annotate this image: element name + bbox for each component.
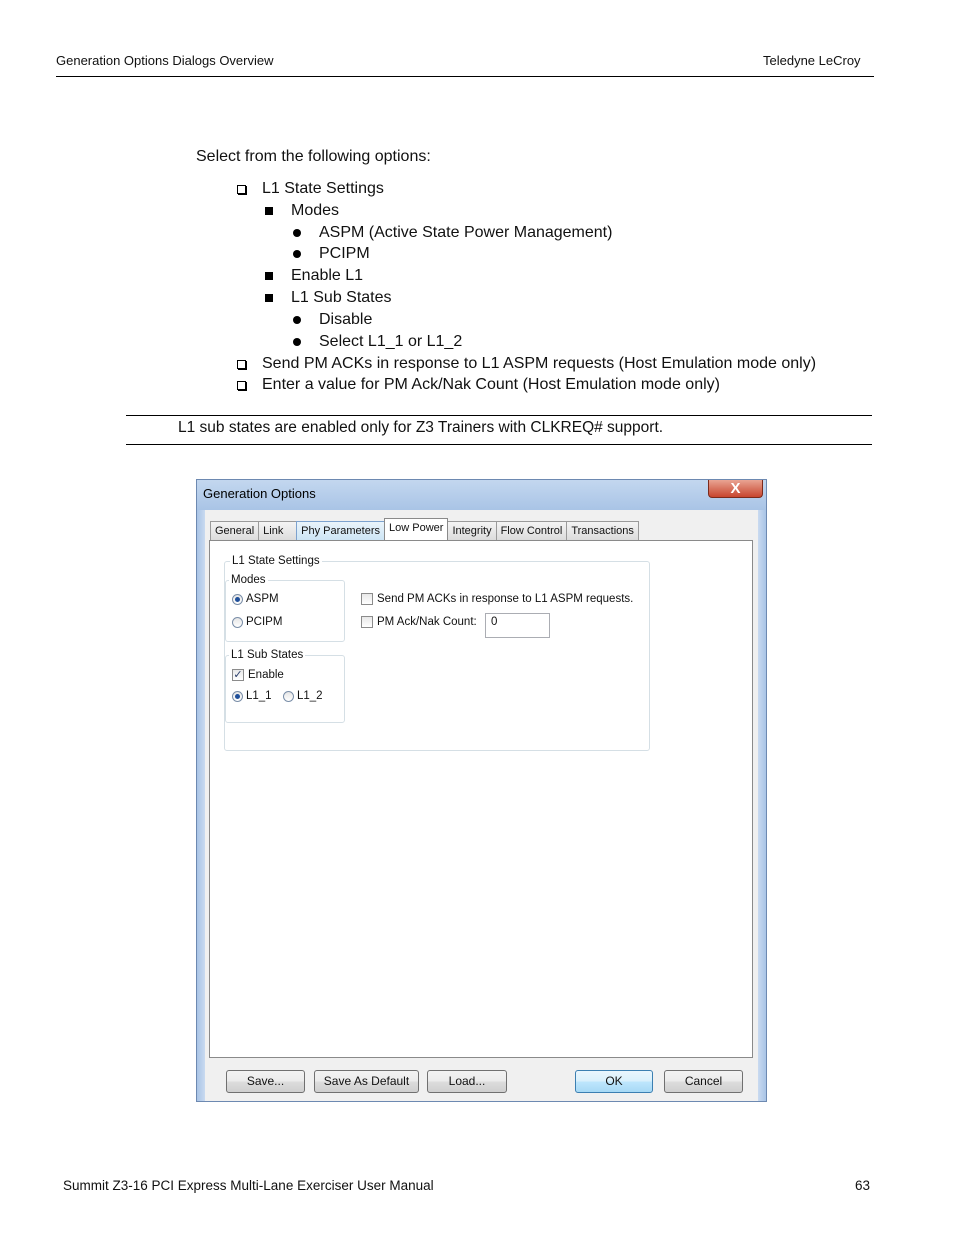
close-icon[interactable]: X	[708, 480, 763, 498]
intro-text: Select from the following options:	[196, 148, 431, 165]
tab-transactions[interactable]: Transactions	[566, 521, 639, 540]
l1-state-settings-label: L1 State Settings	[232, 555, 320, 567]
tab-phy-parameters[interactable]: Phy Parameters	[296, 521, 385, 540]
round-bullet-icon	[293, 316, 301, 324]
square-bullet-icon	[265, 294, 273, 302]
footer-manual-title: Summit Z3-16 PCI Express Multi-Lane Exerciser User Manual	[63, 1178, 434, 1193]
radio-empty-icon	[283, 691, 294, 702]
modes-label: Modes	[231, 574, 266, 586]
tab-integrity[interactable]: Integrity	[447, 521, 496, 540]
l1-2-radio[interactable]: L1_2	[283, 690, 323, 702]
option-enable-l1: Enable L1	[265, 267, 363, 285]
radio-selected-icon	[232, 594, 243, 605]
send-pm-acks-checkbox[interactable]: Send PM ACKs in response to L1 ASPM requests.	[361, 593, 633, 605]
running-header-company: Teledyne LeCroy	[763, 53, 861, 68]
note-text: L1 sub states are enabled only for Z3 Trainers with CLKREQ# support.	[178, 419, 664, 436]
pcipm-radio[interactable]: PCIPM	[232, 616, 282, 628]
tab-low-power[interactable]: Low Power	[384, 518, 448, 540]
load-button[interactable]: Load...	[427, 1070, 507, 1093]
option-l1-sub-states: L1 Sub States	[265, 289, 392, 307]
pm-ack-count-checkbox[interactable]: PM Ack/Nak Count:	[361, 616, 477, 628]
option-pm-ack-count: Enter a value for PM Ack/Nak Count (Host Emulation mode only)	[237, 376, 720, 394]
l1-sub-states-label: L1 Sub States	[231, 649, 304, 661]
option-l1-state-settings: L1 State Settings	[237, 180, 384, 198]
checkbox-empty-icon	[361, 593, 373, 605]
radio-empty-icon	[232, 617, 243, 628]
tab-strip	[210, 520, 638, 540]
modes-group	[225, 574, 345, 642]
option-disable: Disable	[293, 311, 372, 329]
option-aspm: ASPM (Active State Power Management)	[293, 224, 612, 242]
checkbox-empty-icon	[361, 616, 373, 628]
round-bullet-icon	[293, 338, 301, 346]
option-pcipm: PCIPM	[293, 245, 370, 263]
note-rule-top	[126, 415, 872, 416]
window-frame-right	[758, 510, 766, 1101]
dialog-title-bar[interactable]	[197, 480, 766, 510]
generation-options-dialog	[196, 479, 767, 1102]
round-bullet-icon	[293, 229, 301, 237]
cancel-button[interactable]: Cancel	[664, 1070, 743, 1093]
page-number: 63	[855, 1178, 871, 1193]
low-power-panel	[209, 540, 753, 1058]
option-send-pm-acks: Send PM ACKs in response to L1 ASPM requests (Host Emulation mode only)	[237, 355, 816, 373]
pm-ack-count-input[interactable]: 0	[485, 613, 550, 638]
square-bullet-icon	[265, 272, 273, 280]
radio-selected-icon	[232, 691, 243, 702]
option-modes: Modes	[265, 202, 339, 220]
round-bullet-icon	[293, 250, 301, 258]
running-header-title: Generation Options Dialogs Overview	[56, 53, 274, 68]
dialog-title: Generation Options	[203, 486, 316, 501]
square-bullet-icon	[265, 207, 273, 215]
tab-general[interactable]: General	[210, 521, 259, 540]
tab-link[interactable]: Link	[258, 521, 297, 540]
checkmark-icon: ✓	[233, 669, 243, 681]
checkbox-bullet-icon	[237, 360, 246, 369]
checkbox-bullet-icon	[237, 381, 246, 390]
l1-sub-states-group	[225, 649, 345, 723]
dialog-client-area	[205, 510, 758, 1101]
save-button[interactable]: Save...	[226, 1070, 305, 1093]
checkbox-bullet-icon	[237, 185, 246, 194]
option-select-l1: Select L1_1 or L1_2	[293, 333, 462, 351]
note-rule-bottom	[126, 444, 872, 445]
enable-checkbox[interactable]: ✓ Enable	[233, 669, 284, 681]
header-rule	[56, 76, 874, 77]
l1-1-radio[interactable]: L1_1	[232, 690, 272, 702]
save-as-default-button[interactable]: Save As Default	[314, 1070, 419, 1093]
ok-button[interactable]: OK	[575, 1070, 653, 1093]
window-frame-left	[197, 510, 205, 1101]
aspm-radio[interactable]: ASPM	[232, 593, 279, 605]
tab-flow-control[interactable]: Flow Control	[496, 521, 568, 540]
